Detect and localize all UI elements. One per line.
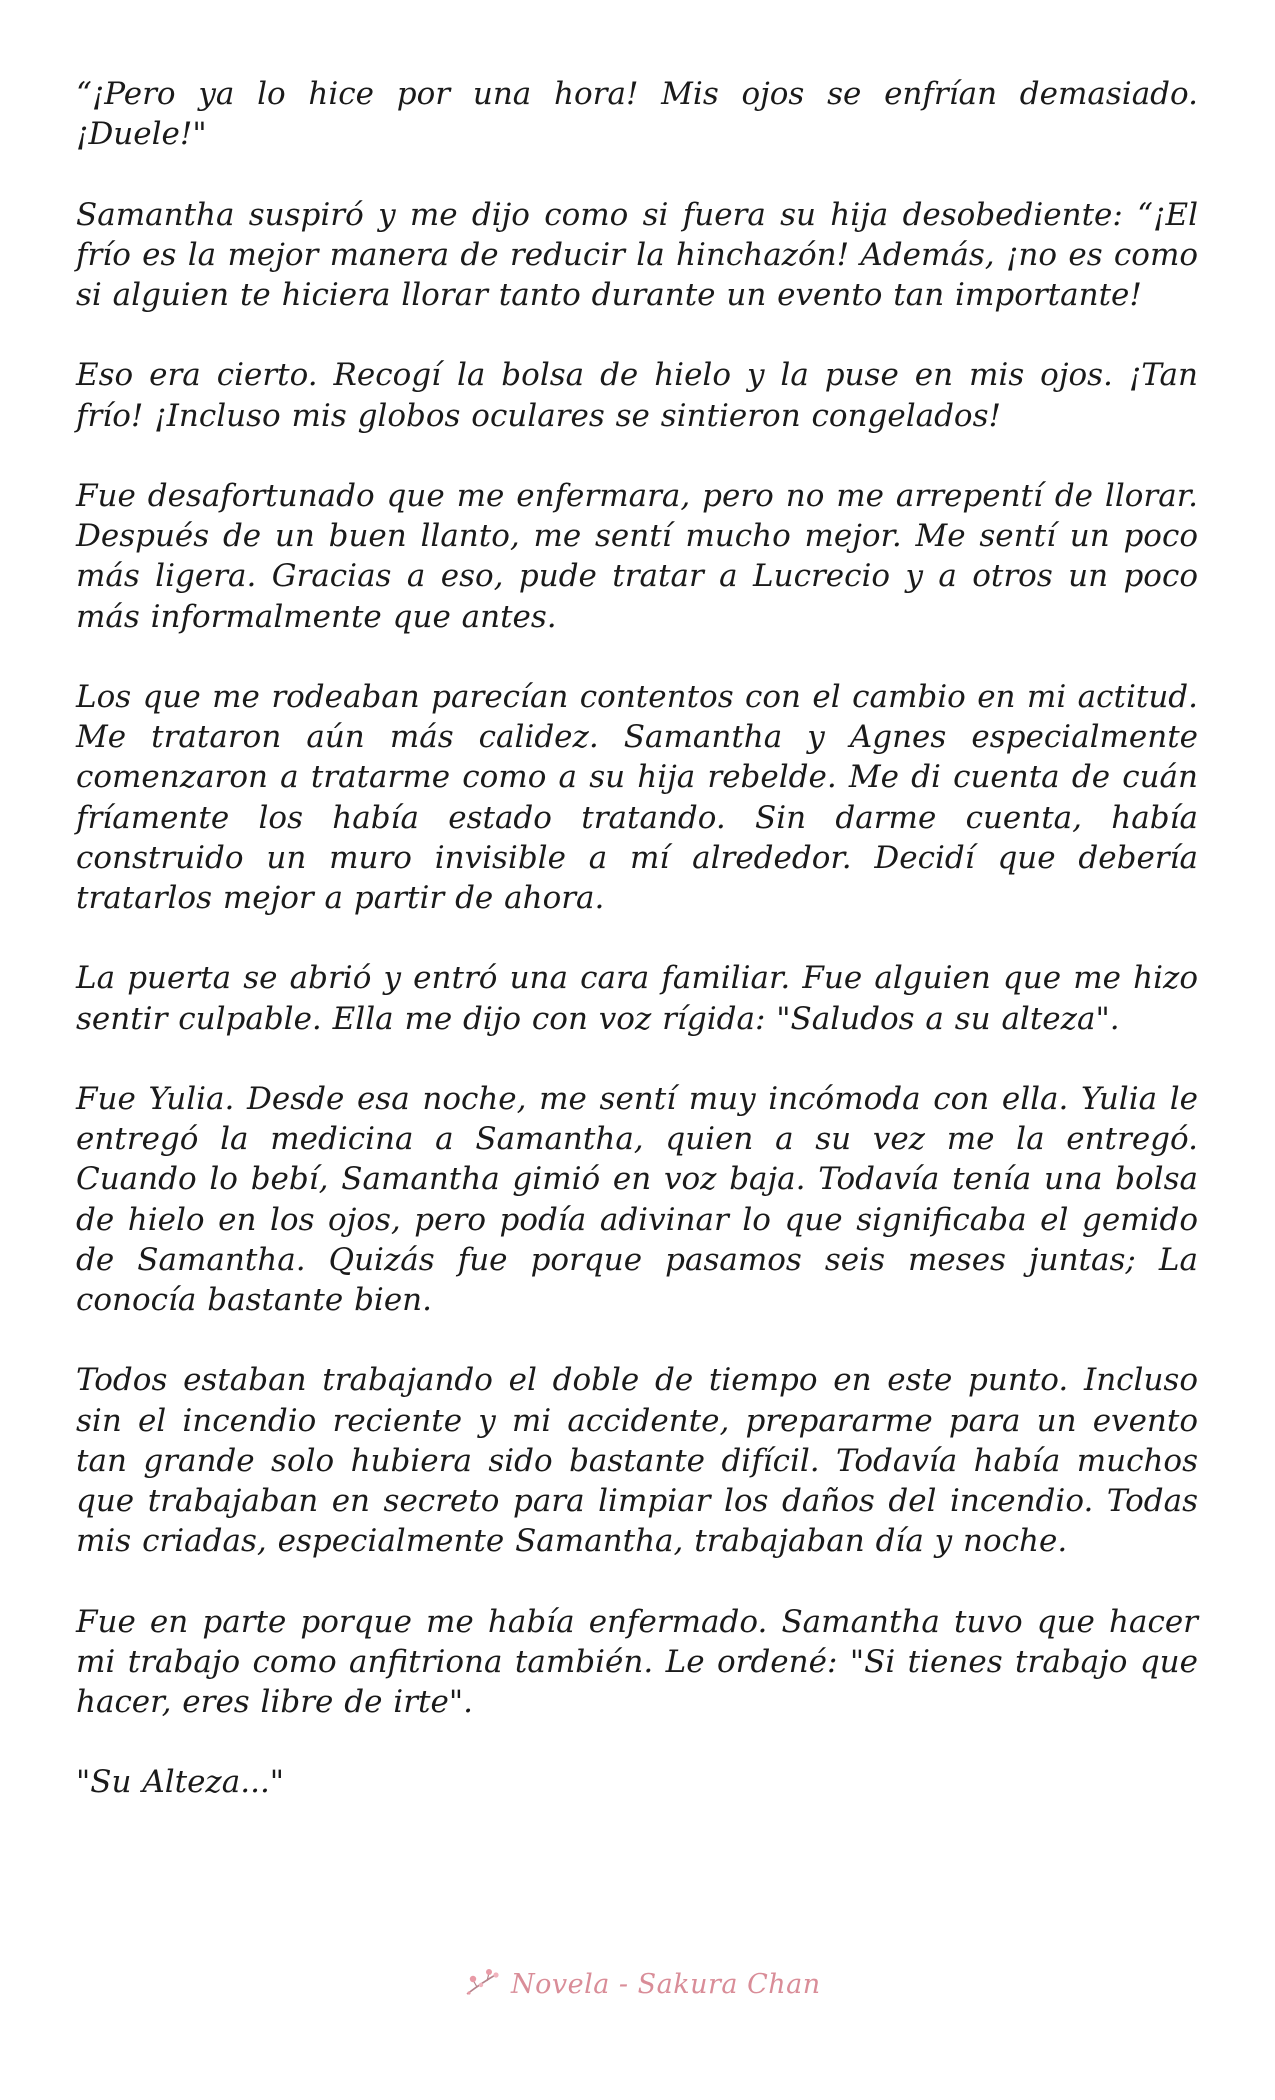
paragraph: La puerta se abrió y entró una cara familiar. Fue alguien que me hizo sentir culpable. Ella me dijo con voz rígida: "Saludos a su alteza". bbox=[76, 960, 1198, 1037]
watermark-text: Novela - Sakura Chan bbox=[511, 1968, 821, 2000]
paragraph: Fue en parte porque me había enfermado. Samantha tuvo que hacer mi trabajo como anfitriona también. Le ordené: "Si tienes trabajo que hacer, eres libre de irte". bbox=[76, 1603, 1198, 1720]
paragraph: Todos estaban trabajando el doble de tiempo en este punto. Incluso sin el incendio reciente y mi accidente, prepararme para un evento tan grande solo hubiera sido bastante difícil. Todavía había muchos que trabajaban en secreto para limpiar los daños del incendio. Todas mis criadas, especialmente Samantha, trabajaban día y noche. bbox=[76, 1362, 1198, 1560]
paragraph: Fue desafortunado que me enfermara, pero no me arrepentí de llorar. Después de un buen llanto, me sentí mucho mejor. Me sentí un poco más ligera. Gracias a eso, pude tratar a Lucrecio y a otros un poco más informalmente que antes. bbox=[76, 477, 1198, 635]
watermark bbox=[463, 1964, 821, 2004]
paragraph: Los que me rodeaban parecían contentos con el cambio en mi actitud. Me trataron aún más calidez. Samantha y Agnes especialmente comenzaron a tratarme como a su hija rebelde. Me di cuenta de cuán fríamente los había estado tratando. Sin darme cuenta, había construido un muro invisible a mí alrededor. Decidí que debería tratarlos mejor a partir de ahora. bbox=[76, 678, 1198, 916]
sakura-branch-icon bbox=[463, 1964, 503, 2004]
document-body bbox=[76, 74, 1198, 1803]
paragraph: Eso era cierto. Recogí la bolsa de hielo y la puse en mis ojos. ¡Tan frío! ¡Incluso mis globos oculares se sintieron congelados! bbox=[76, 357, 1198, 434]
paragraph: Samantha suspiró y me dijo como si fuera su hija desobediente: “¡El frío es la mejor manera de reducir la hinchazón! Además, ¡no es como si alguien te hiciera llorar tanto durante un evento tan importante! bbox=[76, 196, 1198, 313]
paragraph: “¡Pero ya lo hice por una hora! Mis ojos se enfrían demasiado. ¡Duele!" bbox=[76, 76, 1198, 153]
paragraph: "Su Alteza..." bbox=[76, 1764, 285, 1801]
paragraph: Fue Yulia. Desde esa noche, me sentí muy incómoda con ella. Yulia le entregó la medicina a Samantha, quien a su vez me la entregó. Cuando lo bebí, Samantha gimió en voz baja. Todavía tenía una bolsa de hielo en los ojos, pero podía adivinar lo que significaba el gemido de Samantha. Quizás fue porque pasamos seis meses juntas; La conocía bastante bien. bbox=[76, 1080, 1198, 1318]
